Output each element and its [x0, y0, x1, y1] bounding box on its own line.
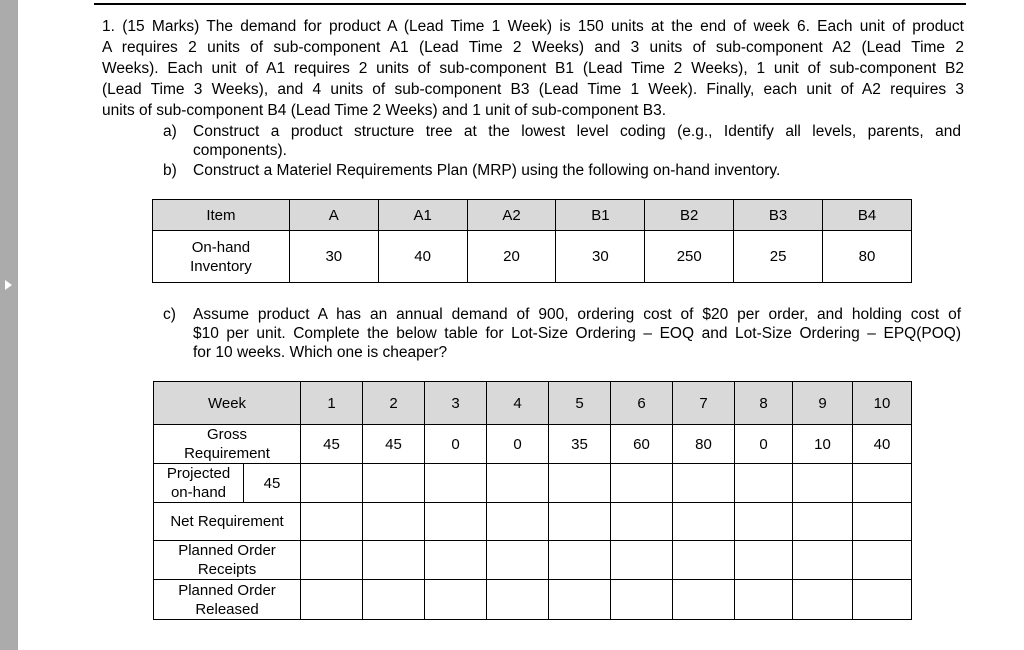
empty-cell	[673, 464, 735, 503]
week-number: 8	[735, 382, 793, 425]
gross-value: 35	[549, 425, 611, 464]
receipts-label-line: Receipts	[197, 561, 257, 578]
inventory-value: 250	[645, 231, 734, 283]
week-number: 10	[853, 382, 912, 425]
inventory-table	[152, 199, 912, 283]
empty-cell	[735, 580, 793, 620]
gross-value: 45	[363, 425, 425, 464]
empty-cell	[301, 464, 363, 503]
question-line: Weeks). Each unit of A1 requires 2 units of sub-component B1 (Lead Time 2 Weeks), 1 unit of sub-component B2	[102, 60, 964, 77]
play-arrow-icon[interactable]	[5, 280, 12, 290]
part-c-line: Assume product A has an annual demand of 900, ordering cost of $20 per order, and holding cost of	[193, 306, 961, 323]
receipts-label-line: Planned Order	[178, 542, 276, 559]
gross-label-line: Gross	[207, 426, 248, 443]
week-number: 7	[673, 382, 735, 425]
part-b-text: Construct a Materiel Requirements Plan (MRP) using the following on-hand inventory.	[193, 162, 781, 179]
net-requirement-label: Net Requirement	[154, 503, 301, 541]
empty-cell	[853, 541, 912, 580]
empty-cell	[363, 464, 425, 503]
empty-cell	[487, 503, 549, 541]
top-rule	[94, 3, 966, 5]
inventory-value: 25	[734, 231, 823, 283]
part-c-line: $10 per unit. Complete the below table for Lot-Size Ordering – EOQ and Lot-Size Ordering – EPQ(POQ)	[193, 325, 961, 342]
empty-cell	[425, 503, 487, 541]
week-number: 6	[611, 382, 673, 425]
gross-value: 45	[301, 425, 363, 464]
empty-cell	[673, 580, 735, 620]
planned-order-receipts-label	[154, 541, 301, 580]
empty-cell	[611, 503, 673, 541]
planned-order-released-label	[154, 580, 301, 620]
week-number: 3	[425, 382, 487, 425]
inventory-item: A1	[378, 200, 467, 231]
part-a-line: Construct a product structure tree at the lowest level coding (e.g., Identify all levels, parents, and	[193, 123, 961, 140]
projected-initial-value: 45	[244, 464, 301, 503]
empty-cell	[853, 503, 912, 541]
empty-cell	[673, 503, 735, 541]
inventory-item: A2	[467, 200, 556, 231]
inventory-item: B3	[734, 200, 823, 231]
inventory-item: B1	[556, 200, 645, 231]
question-line: (Lead Time 3 Weeks), and 4 units of sub-component B3 (Lead Time 1 Week). Finally, each unit of A2 requires 3	[102, 81, 964, 98]
part-c	[163, 305, 961, 365]
empty-cell	[853, 580, 912, 620]
empty-cell	[301, 503, 363, 541]
empty-cell	[735, 541, 793, 580]
inventory-value: 80	[823, 231, 912, 283]
empty-cell	[735, 464, 793, 503]
part-c-line: for 10 weeks. Which one is cheaper?	[193, 344, 448, 361]
empty-cell	[735, 503, 793, 541]
projected-label-line: Projected	[166, 465, 231, 482]
empty-cell	[363, 541, 425, 580]
empty-cell	[487, 541, 549, 580]
empty-cell	[793, 580, 853, 620]
empty-cell	[793, 464, 853, 503]
empty-cell	[853, 464, 912, 503]
inventory-item: A	[289, 200, 378, 231]
empty-cell	[425, 541, 487, 580]
gross-label-line: Requirement	[184, 445, 270, 462]
empty-cell	[301, 541, 363, 580]
gross-requirement-label	[154, 425, 301, 464]
empty-cell	[363, 503, 425, 541]
empty-cell	[549, 580, 611, 620]
empty-cell	[611, 541, 673, 580]
inventory-item: B2	[645, 200, 734, 231]
empty-cell	[301, 580, 363, 620]
gross-value: 0	[425, 425, 487, 464]
empty-cell	[425, 580, 487, 620]
released-label-line: Released	[195, 600, 259, 618]
question-line: 1. (15 Marks) The demand for product A (Lead Time 1 Week) is 150 units at the end of week 6. Each unit of product	[102, 18, 964, 35]
projected-on-hand-label	[154, 464, 244, 503]
question-line: A requires 2 units of sub-component A1 (Lead Time 2 Weeks) and 3 units of sub-component A2 (Lead Time 2	[102, 39, 964, 56]
released-label-line: Planned Order	[178, 581, 276, 599]
empty-cell	[487, 580, 549, 620]
part-a	[163, 122, 961, 162]
gross-value: 10	[793, 425, 853, 464]
part-b-label: b)	[163, 162, 177, 179]
gross-value: 80	[673, 425, 735, 464]
week-number: 2	[363, 382, 425, 425]
gross-value: 40	[853, 425, 912, 464]
part-a-line: components).	[193, 142, 287, 159]
empty-cell	[425, 464, 487, 503]
empty-cell	[611, 580, 673, 620]
inventory-item: B4	[823, 200, 912, 231]
week-number: 4	[487, 382, 549, 425]
week-number: 5	[549, 382, 611, 425]
inventory-header-item: Item	[153, 200, 290, 231]
part-a-label: a)	[163, 123, 177, 140]
gross-value: 60	[611, 425, 673, 464]
empty-cell	[673, 541, 735, 580]
gross-value: 0	[487, 425, 549, 464]
left-scroll-strip	[0, 0, 18, 650]
part-c-label: c)	[163, 306, 176, 323]
inventory-value: 20	[467, 231, 556, 283]
projected-label-line: on-hand	[170, 484, 227, 501]
inventory-row-label-line: Inventory	[190, 257, 252, 275]
inventory-row-label	[153, 231, 290, 283]
inventory-value: 40	[378, 231, 467, 283]
lot-size-table	[153, 381, 912, 620]
week-header-label: Week	[154, 382, 301, 425]
week-number: 1	[301, 382, 363, 425]
empty-cell	[363, 580, 425, 620]
gross-value: 0	[735, 425, 793, 464]
empty-cell	[549, 464, 611, 503]
empty-cell	[549, 541, 611, 580]
question-paragraph	[102, 16, 964, 121]
inventory-row-label-line: On-hand	[191, 238, 251, 256]
week-number: 9	[793, 382, 853, 425]
empty-cell	[611, 464, 673, 503]
part-b	[163, 161, 961, 181]
empty-cell	[549, 503, 611, 541]
question-line: units of sub-component B4 (Lead Time 2 Weeks) and 1 unit of sub-component B3.	[102, 102, 667, 119]
empty-cell	[487, 464, 549, 503]
empty-cell	[793, 541, 853, 580]
empty-cell	[793, 503, 853, 541]
inventory-value: 30	[556, 231, 645, 283]
inventory-value: 30	[289, 231, 378, 283]
